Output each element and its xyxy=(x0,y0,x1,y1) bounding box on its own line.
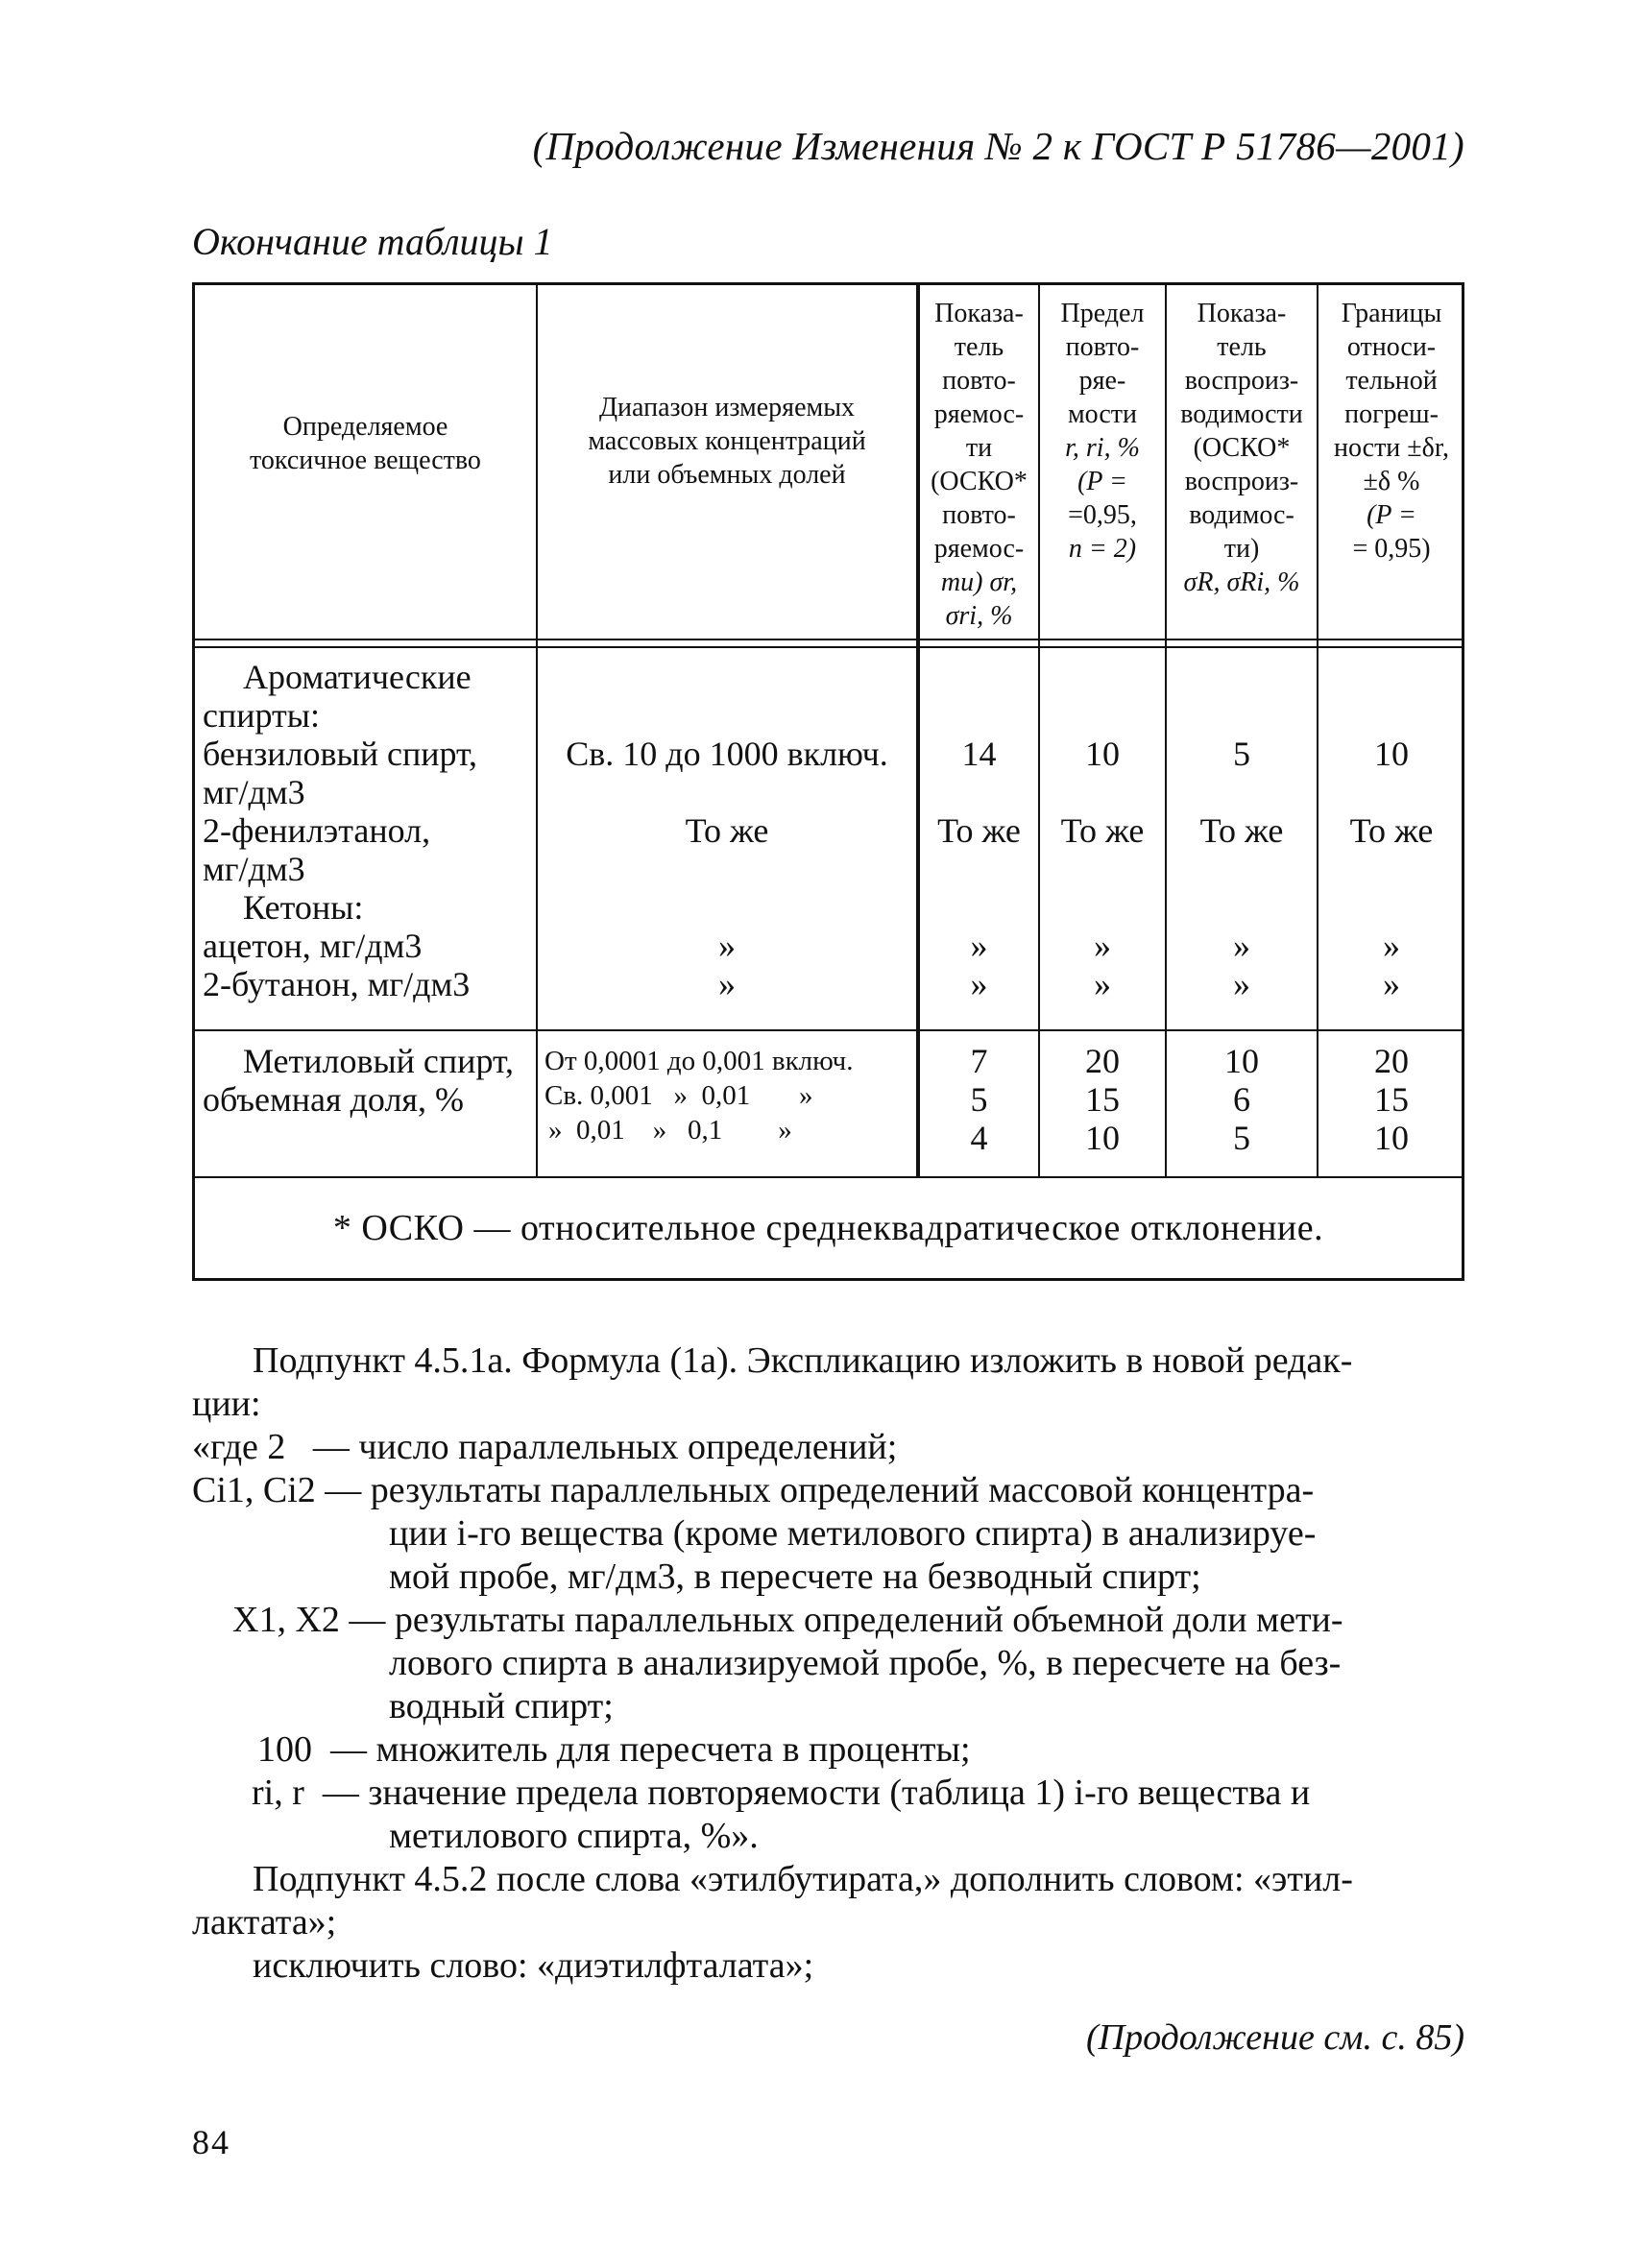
table-caption: Окончание таблицы 1 xyxy=(192,220,553,263)
header-line: ряемос- xyxy=(933,534,1025,564)
value: » xyxy=(1094,965,1111,1003)
group1-error-bounds xyxy=(1318,735,1464,1003)
header-line: σR, σRi, % xyxy=(1183,567,1300,597)
paragraph-line: ции i-го вещества (кроме метилового спирта) в анализируе- xyxy=(389,1513,1317,1554)
value: » xyxy=(970,965,988,1003)
substance-line: мг/дм3 xyxy=(203,773,305,811)
header-line: водимости xyxy=(1180,399,1303,429)
substance-line: Ароматические xyxy=(243,658,472,696)
page-number: 84 xyxy=(192,2123,230,2161)
header-line: Определяемое xyxy=(282,412,448,442)
group1-repeatability-index xyxy=(920,735,1038,1003)
header-line: Показа- xyxy=(934,299,1024,328)
header-line: тель xyxy=(1217,332,1267,362)
value: 15 xyxy=(1085,1080,1120,1119)
paragraph-line: исключить слово: «диэтилфталата»; xyxy=(253,1945,814,1986)
substance-line: Кетоны: xyxy=(243,888,364,927)
value: 5 xyxy=(1233,735,1250,773)
value: 20 xyxy=(1085,1042,1120,1080)
value: То же xyxy=(1199,811,1284,850)
header-repeatability-index xyxy=(920,297,1038,633)
header-line: ти) σr, xyxy=(940,567,1018,597)
group-rule xyxy=(195,1029,1462,1031)
header-line: тельной xyxy=(1345,366,1438,396)
range-value: Св. 10 до 1000 включ. xyxy=(566,735,888,773)
substance-line: ацетон, мг/дм3 xyxy=(203,927,423,965)
header-line: токсичное вещество xyxy=(250,446,481,475)
header-line: ти) xyxy=(1223,534,1260,564)
header-line: (ОСКО* xyxy=(1193,433,1291,463)
header-line: = 0,95) xyxy=(1352,534,1431,564)
header-range xyxy=(538,391,916,492)
group2-error-bounds xyxy=(1318,1042,1464,1157)
paragraph-line: Подпункт 4.5.2 после слова «этилбутирата,» дополнить словом: «этил- xyxy=(253,1859,1353,1899)
value: » xyxy=(1383,927,1400,965)
paragraph-line: ции: xyxy=(192,1384,261,1424)
header-line: Диапазон измеряемых xyxy=(598,393,856,422)
footnote-rule xyxy=(195,1176,1462,1178)
header-line: r, ri, % xyxy=(1065,433,1140,463)
header-line: ряе- xyxy=(1078,366,1126,396)
substance-line: спирты: xyxy=(203,696,320,735)
header-line: повто- xyxy=(942,500,1016,530)
value: 14 xyxy=(961,735,997,773)
value: 10 xyxy=(1085,1119,1120,1157)
value: То же xyxy=(937,811,1021,850)
header-repeatability-limit xyxy=(1040,297,1165,566)
value: 20 xyxy=(1374,1042,1409,1080)
group2-range xyxy=(544,1044,914,1147)
header-line: повто- xyxy=(942,366,1016,396)
header-line: ности ±δr, xyxy=(1333,433,1450,463)
group1-reproducibility-index xyxy=(1167,735,1317,1003)
continuation-note: (Продолжение см. с. 85) xyxy=(1085,2017,1464,2058)
header-line: тель xyxy=(954,332,1004,362)
paragraph-line: водный спирт; xyxy=(389,1686,614,1726)
substance-line: 2-бутанон, мг/дм3 xyxy=(203,965,471,1003)
paragraph-line: 100 — множитель для пересчета в проценты; xyxy=(257,1729,971,1770)
header-rule xyxy=(195,639,1462,640)
header-line: ряемос- xyxy=(933,399,1025,429)
paragraph-line: ri, r — значение предела повторяемости (таблица 1) i-го вещества и xyxy=(252,1773,1311,1813)
range-value: Св. 0,001 » 0,01 » xyxy=(544,1080,813,1111)
value: 10 xyxy=(1374,735,1409,773)
group2-reproducibility-index xyxy=(1167,1042,1317,1157)
header-line: =0,95, xyxy=(1068,500,1137,530)
header-line: массовых концентраций xyxy=(588,426,866,456)
range-value: » xyxy=(718,927,736,965)
header-line: Показа- xyxy=(1197,299,1287,328)
header-line: σri, % xyxy=(945,601,1013,631)
value: То же xyxy=(1060,811,1145,850)
value: » xyxy=(970,927,988,965)
range-value: То же xyxy=(685,811,769,850)
range-value: » 0,01 » 0,1 » xyxy=(548,1115,792,1146)
header-line: ти xyxy=(965,433,993,463)
header-line: воспроиз- xyxy=(1184,366,1299,396)
value: » xyxy=(1233,927,1250,965)
range-value: » xyxy=(718,965,736,1003)
group1-repeatability-limit xyxy=(1040,735,1165,1003)
paragraph-line: X1, X2 — результаты параллельных определений объемной доли мети- xyxy=(232,1600,1343,1640)
paragraph-line: мой пробе, мг/дм3, в пересчете на безводный спирт; xyxy=(389,1556,1201,1597)
header-line: воспроиз- xyxy=(1184,467,1299,496)
header-line: мости xyxy=(1067,399,1138,429)
value: » xyxy=(1233,965,1250,1003)
value: 4 xyxy=(970,1119,988,1157)
header-line: погреш- xyxy=(1344,399,1439,429)
group2-repeatability-limit xyxy=(1040,1042,1165,1157)
value: 10 xyxy=(1085,735,1120,773)
value: » xyxy=(1094,927,1111,965)
header-error-bounds xyxy=(1318,297,1464,566)
value: То же xyxy=(1349,811,1434,850)
header-line: или объемных долей xyxy=(608,460,846,490)
paragraph-line: метилового спирта, %». xyxy=(389,1816,759,1856)
header-line: относи- xyxy=(1346,332,1437,362)
substance-line: Метиловый спирт, xyxy=(243,1042,514,1080)
group2-repeatability-index xyxy=(920,1042,1038,1157)
value: 7 xyxy=(970,1042,988,1080)
substance-line: 2-фенилэтанол, xyxy=(203,811,431,850)
substance-line: бензиловый спирт, xyxy=(203,735,478,773)
paragraph-line: «где 2 — число параллельных определений; xyxy=(192,1427,898,1467)
value: 10 xyxy=(1374,1119,1409,1157)
table-footnote: * ОСКО — относительное среднеквадратическое отклонение. xyxy=(332,1208,1324,1248)
running-header: (Продолжение Изменения № 2 к ГОСТ Р 51786—2001) xyxy=(532,124,1464,168)
header-reproducibility-index xyxy=(1167,297,1317,599)
value: 6 xyxy=(1233,1080,1250,1119)
range-value: От 0,0001 до 0,001 включ. xyxy=(544,1046,854,1076)
value: » xyxy=(1383,965,1400,1003)
value: 5 xyxy=(970,1080,988,1119)
group2-substances xyxy=(203,1042,534,1119)
header-line: (P = xyxy=(1077,467,1127,496)
header-line: Границы xyxy=(1341,299,1442,328)
substance-line: мг/дм3 xyxy=(203,850,305,888)
value: 5 xyxy=(1233,1119,1250,1157)
header-line: n = 2) xyxy=(1068,534,1137,564)
header-line: ±δ % xyxy=(1363,467,1420,496)
header-line: Предел xyxy=(1060,299,1145,328)
substance-line: объемная доля, % xyxy=(203,1080,464,1119)
header-line: водимос- xyxy=(1189,500,1294,530)
paragraph-line: Ci1, Ci2 — результаты параллельных определений массовой концентра- xyxy=(192,1470,1315,1510)
value: 15 xyxy=(1374,1080,1409,1119)
header-rule xyxy=(195,646,1462,648)
group1-range xyxy=(538,735,916,1003)
paragraph-line: Подпункт 4.5.1а. Формула (1а). Экспликацию изложить в новой редак- xyxy=(253,1340,1353,1381)
header-substance xyxy=(195,410,536,477)
group1-substances xyxy=(203,658,534,1003)
header-line: повто- xyxy=(1065,332,1140,362)
data-table xyxy=(192,282,1464,1281)
header-line: (P = xyxy=(1367,500,1416,530)
paragraph-line: лового спирта в анализируемой пробе, %, в пересчете на без- xyxy=(389,1643,1342,1683)
value: 10 xyxy=(1224,1042,1259,1080)
header-line: (ОСКО* xyxy=(931,467,1028,496)
paragraph-line: лактата»; xyxy=(192,1902,337,1942)
